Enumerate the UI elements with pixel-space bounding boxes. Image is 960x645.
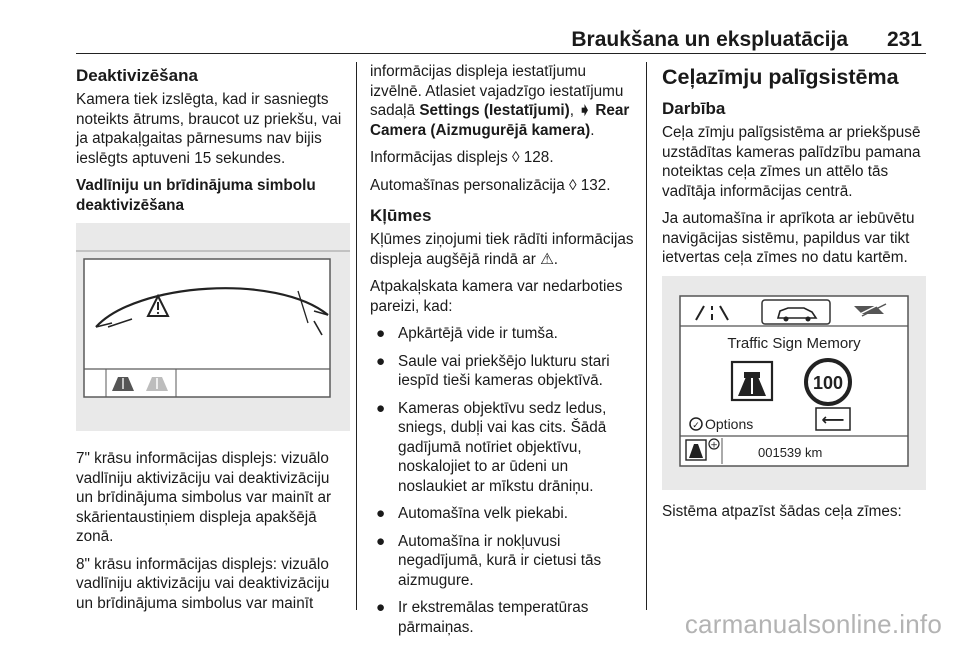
section-title: Braukšana un ekspluatācija xyxy=(571,28,848,51)
watermark: carmanualsonline.info xyxy=(684,609,942,639)
paragraph-system-description: Ceļa zīmju palīgsistēma ar priekšpusē uzstādītas kameras palīdzību pamana noteiktas ceļa zīmes un attēlo tās vadītāja informācijas centrā. xyxy=(662,124,921,200)
page-ref-icon: ◊ xyxy=(568,176,577,194)
speed-limit-value: 100 xyxy=(812,372,844,393)
bullet-icon: ● xyxy=(376,532,386,550)
page-number: 231 xyxy=(886,28,922,51)
plus-badge-icon xyxy=(709,439,719,451)
page-ref-icon: ◊ xyxy=(511,149,520,166)
bullet-icon: ● xyxy=(376,599,386,616)
paragraph-8inch-display: 8" krāsu informācijas displejs: vizuālo vadlīniju aktivizāciju vai deaktivizāciju un brīdinājuma simbolus var mainīt xyxy=(76,555,330,612)
traffic-sign-display-illustration xyxy=(662,276,926,490)
arrow-right-icon: ➧ xyxy=(578,102,592,119)
odometer-value: 001539 km xyxy=(758,444,823,460)
paragraph-fault-messages: Kļūmes ziņojumi tiek rādīti informācijas displeja augšējā rindā ar ⚠. xyxy=(370,231,634,268)
limitations-list xyxy=(370,324,634,637)
paragraph-navigation: Ja automašīna ir aprīkota ar iebūvētu navigācijas sistēmu, papildus var tikt ietvertas ceļa zīmes no datu kartēm. xyxy=(662,210,915,266)
paragraph-recognized-signs: Sistēma atpazīst šādas ceļa zīmes: xyxy=(662,502,902,520)
paragraph-camera-off: Kamera tiek izslēgta, kad ir sasniegts noteikts ātrums, braucot uz priekšu, vai ja atpakaļgaitas pārnesums nav bijis ieslēgts aptuveni 15 sekundes. xyxy=(76,91,342,167)
check-icon: ✓ xyxy=(692,420,700,431)
heading-traffic-sign-assistant: Ceļazīmju palīgsistēma xyxy=(662,65,899,89)
column-middle xyxy=(370,62,634,645)
page-header xyxy=(76,24,926,54)
list-item: ● Ir ekstremālas temperatūras pārmaiņas. xyxy=(376,599,589,636)
list-item: ● Automašīna velk piekabi. xyxy=(376,505,569,522)
heading-faults: Kļūmes xyxy=(370,206,432,225)
column-divider-1 xyxy=(356,62,357,610)
camera-display-illustration xyxy=(76,223,350,431)
settings-menu-label: Settings (Iestatījumi) xyxy=(419,102,570,119)
subheading-guidelines: Vadlīniju un brīdinājuma simbolu deaktivizēšana xyxy=(76,177,316,214)
display-title: Traffic Sign Memory xyxy=(727,334,861,352)
page-ref-link[interactable]: 132. xyxy=(580,176,611,194)
bullet-icon: ● xyxy=(376,505,386,522)
bullet-icon: ● xyxy=(376,352,386,370)
heading-deactivation: Deaktivizēšana xyxy=(76,66,198,85)
back-arrow-icon: ⟵ xyxy=(821,409,845,429)
car-tab xyxy=(762,300,830,324)
options-label[interactable]: Options xyxy=(705,415,754,432)
bullet-icon: ● xyxy=(376,399,386,417)
options-row xyxy=(690,416,753,432)
paragraph-7inch-display: 7" krāsu informācijas displejs: vizuālo vadlīniju aktivizāciju vai deaktivizāciju un brīdinājuma simbolus var mainīt ar skārientaustiņiem displeja apakšējā zonā. xyxy=(76,450,332,545)
speed-limit-sign-icon xyxy=(806,360,850,404)
paragraph-camera-limitations: Atpakaļskata kamera var nedarboties pareizi, kad: xyxy=(370,278,623,315)
column-right xyxy=(662,62,932,529)
column-left xyxy=(76,62,350,621)
camera-display-figure xyxy=(76,223,350,431)
warning-triangle-icon: ⚠ xyxy=(540,250,554,268)
subheading-operation: Darbība xyxy=(662,99,726,118)
list-item: ● Apkārtējā vide ir tumša. xyxy=(376,325,558,342)
paragraph-settings-menu: informācijas displeja iestatījumu izvēlnē. Atlasiet vajadzīgo iestatījumu sadaļā Settings (Iestatījumi), ➧ Rear Camera (Aizmugurējā kamera). xyxy=(370,63,630,139)
header-rule xyxy=(76,53,926,54)
page-ref-link[interactable]: 128. xyxy=(523,149,554,166)
column-divider-2 xyxy=(646,62,647,610)
list-item: ● Automašīna ir nokļuvusi negadījumā, kurā ir cietusi tās aizmugure. xyxy=(376,532,602,589)
list-item: ● Saule vai priekšējo lukturu stari iespīd tieši kameras objektīvā. xyxy=(376,352,610,389)
list-item: ● Kameras objektīvu sedz ledus, sniegs, dubļi vai kas cits. Šādā gadījumā notīriet objektīvu, noskalojiet to ar ūdeni un noslaukiet ar mīkstu drāniņu. xyxy=(376,399,607,495)
motorway-small-icon xyxy=(686,440,706,460)
rear-camera-menu-label: Rear Camera (Aizmugurējā kamera) xyxy=(370,102,630,139)
ref-info-display: Informācijas displejs ◊ 128. xyxy=(370,149,554,166)
bullet-icon: ● xyxy=(376,325,386,342)
ref-personalization: Automašīnas personalizācija ◊ 132. xyxy=(370,176,611,194)
svg-text:+: + xyxy=(710,440,718,450)
traffic-sign-display-figure xyxy=(662,276,926,490)
